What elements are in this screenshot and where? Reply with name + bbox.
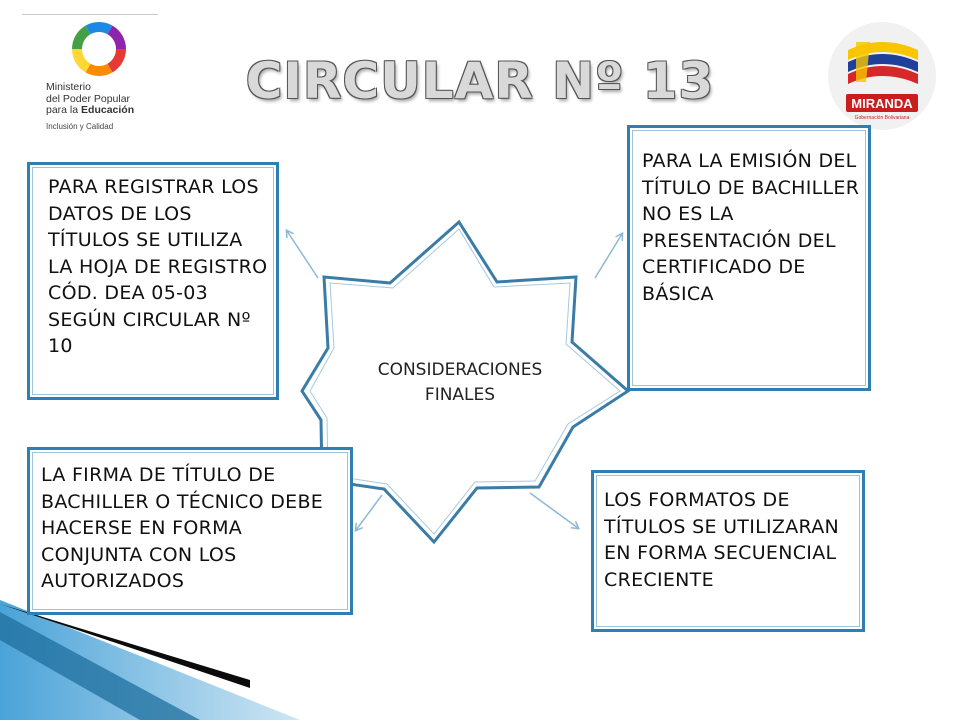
center-label-line2: FINALES (424, 385, 496, 405)
note-box-top-right (627, 125, 871, 391)
miranda-word: MIRANDA (851, 96, 913, 111)
arrow-to-top-left (287, 231, 318, 278)
center-label-line1: CONSIDERACIONES (377, 360, 543, 380)
note-box-top-left (27, 162, 279, 400)
arrow-to-bottom-right (530, 493, 578, 528)
ministry-line3-prefix: para la (46, 104, 82, 116)
ministry-line3-bold: Educación (81, 104, 135, 116)
ministry-tagline: Inclusión y Calidad (46, 122, 114, 131)
arrow-to-bottom-left (356, 495, 382, 530)
arrow-to-top-right (595, 234, 622, 278)
miranda-sub: Gobernación Bolivariana (854, 115, 910, 121)
note-text-bottom-right: LOS FORMATOS DE TÍTULOS SE UTILIZARAN EN FORMA SECUENCIAL CRECIENTE (604, 489, 840, 591)
note-box-bottom-right (591, 470, 865, 632)
slide-title: CIRCULAR Nº 13 (245, 52, 715, 110)
note-text-top-right: PARA LA EMISIÓN DEL TÍTULO DE BACHILLER NO ES LA PRESENTACIÓN DEL CERTIFICADO DE BÁSICA (642, 150, 860, 305)
ministry-line2: del Poder Popular (46, 92, 131, 105)
center-label (330, 358, 590, 408)
note-box-bottom-left (27, 447, 353, 615)
ministry-line1: Ministerio (46, 81, 91, 93)
note-text-top-left: PARA REGISTRAR LOS DATOS DE LOS TÍTULOS SE UTILIZA LA HOJA DE REGISTRO CÓD. DEA 05-03 SEGÚN CIRCULAR Nº 10 (48, 176, 268, 357)
note-text-bottom-left: LA FIRMA DE TÍTULO DE BACHILLER O TÉCNICO DEBE HACERSE EN FORMA CONJUNTA CON LOS AUTORIZADOS (41, 464, 324, 592)
